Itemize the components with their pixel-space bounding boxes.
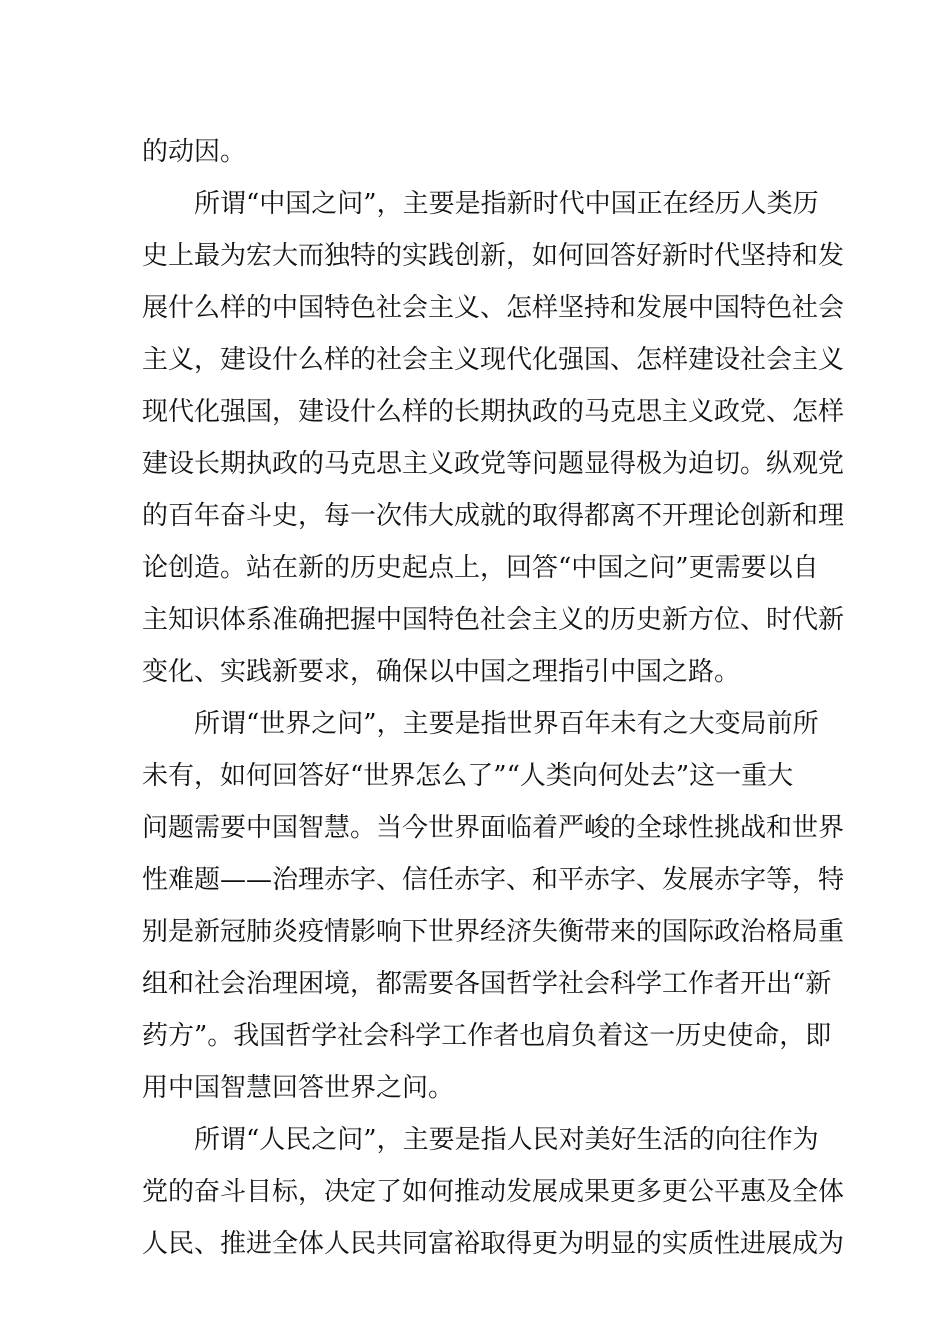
text-line: 现代化强国，建设什么样的长期执政的马克思主义政党、怎样 [142, 397, 845, 427]
text-line: 别是新冠肺炎疫情影响下世界经济失衡带来的国际政治格局重 [142, 917, 845, 947]
text-line: 性难题——治理赤字、信任赤字、和平赤字、发展赤字等，特 [142, 865, 845, 895]
text-line: 药方”。我国哲学社会科学工作者也肩负着这一历史使命，即 [142, 1021, 832, 1051]
text-line: 论创造。站在新的历史起点上，回答“中国之问”更需要以自 [142, 553, 819, 583]
text-line: 组和社会治理困境，都需要各国哲学社会科学工作者开出“新 [142, 969, 832, 999]
text-line: 问题需要中国智慧。当今世界面临着严峻的全球性挑战和世界 [142, 813, 845, 843]
body-text [142, 126, 845, 1270]
text-line: 变化、实践新要求，确保以中国之理指引中国之路。 [142, 657, 741, 687]
text-line: 主义，建设什么样的社会主义现代化强国、怎样建设社会主义 [142, 345, 845, 375]
text-line: 史上最为宏大而独特的实践创新，如何回答好新时代坚持和发 [142, 241, 845, 271]
text-line: 未有，如何回答好“世界怎么了”“人类向何处去”这一重大 [142, 761, 794, 791]
text-line: 的动因。 [142, 137, 247, 167]
text-line: 用中国智慧回答世界之问。 [142, 1073, 455, 1103]
text-line: 人民、推进全体人民共同富裕取得更为明显的实质性进展成为 [142, 1229, 845, 1259]
paragraph-world-question-line: 所谓“世界之问”，主要是指世界百年未有之大变局前所 [194, 709, 819, 739]
text-line: 主知识体系准确把握中国特色社会主义的历史新方位、时代新 [142, 605, 845, 635]
paragraph-china-question-line: 所谓“中国之问”，主要是指新时代中国正在经历人类历 [194, 189, 819, 219]
text-line: 的百年奋斗史，每一次伟大成就的取得都离不开理论创新和理 [142, 501, 845, 531]
paragraph-people-question-line: 所谓“人民之问”，主要是指人民对美好生活的向往作为 [194, 1125, 819, 1155]
text-line: 建设长期执政的马克思主义政党等问题显得极为迫切。纵观党 [142, 449, 845, 479]
text-line: 党的奋斗目标，决定了如何推动发展成果更多更公平惠及全体 [142, 1177, 845, 1207]
text-line: 展什么样的中国特色社会主义、怎样坚持和发展中国特色社会 [142, 293, 845, 323]
